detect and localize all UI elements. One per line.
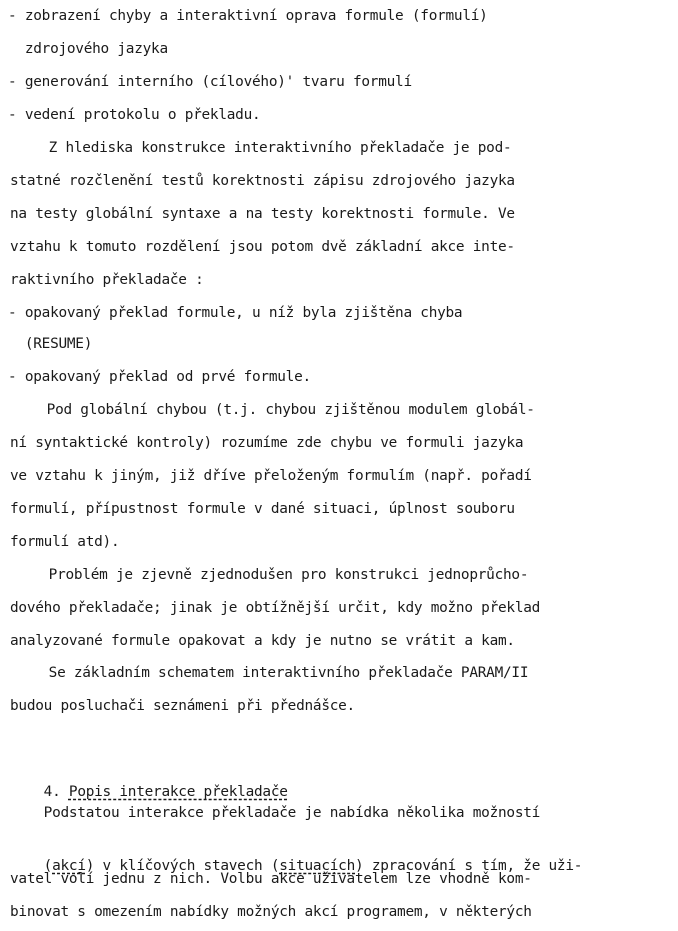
term-akci: akcí xyxy=(52,858,86,874)
section-title: Popis interakce překladače xyxy=(68,784,288,800)
text-line: dového překladače; jinak je obtížnější určit, kdy možno překlad xyxy=(10,600,541,616)
text-line: Se základním schematem interaktivního překladače PARAM/II xyxy=(15,665,529,681)
text-line: raktivního překladače : xyxy=(10,272,204,288)
text-line: - opakovaný překlad od prvé formule. xyxy=(8,369,311,385)
text-line: ní syntaktické kontroly) rozumíme zde chybu ve formuli jazyka xyxy=(10,435,524,451)
text-fragment: ) v klíčových stavech ( xyxy=(85,858,280,874)
text-line: formulí atd). xyxy=(10,534,120,550)
text-line: Z hlediska konstrukce interaktivního překladače je pod- xyxy=(15,140,512,156)
text-line: vatel volí jednu z nich. Volbu akce uživatelem lze vhodně kom- xyxy=(10,871,532,887)
text-line: na testy globální syntaxe a na testy korektnosti formule. Ve xyxy=(10,206,515,222)
text-line: - opakovaný překlad formule, u níž byla zjištěna chyba xyxy=(8,305,463,321)
text-line: - vedení protokolu o překladu. xyxy=(8,107,261,123)
section-number: 4. xyxy=(43,784,69,800)
text-line: budou posluchači seznámeni při přednášce. xyxy=(10,698,355,714)
term-situacich: situacích xyxy=(279,858,355,874)
section-heading xyxy=(10,762,288,800)
text-line: Problém je zjevně zjednodušen pro konstrukci jednoprůcho- xyxy=(15,567,529,583)
text-line: formulí, přípustnost formule v dané situaci, úplnost souboru xyxy=(10,501,515,517)
text-fragment: ) zpracování s tím, že uži- xyxy=(355,858,583,874)
text-line: analyzované formule opakovat a kdy je nutno se vrátit a kam. xyxy=(10,633,515,649)
text-line: - zobrazení chyby a interaktivní oprava formule (formulí) xyxy=(8,8,488,24)
text-line: Pod globální chybou (t.j. chybou zjištěnou modulem globál- xyxy=(13,402,535,418)
text-line: - generování interního (cílového)' tvaru formulí xyxy=(8,74,412,90)
text-line: statné rozčlenění testů korektnosti zápisu zdrojového jazyka xyxy=(10,173,515,189)
text-line: ve vztahu k jiným, již dříve přeloženým formulím (např. pořadí xyxy=(10,468,532,484)
text-fragment: ( xyxy=(43,858,53,874)
text-line: (RESUME) xyxy=(8,336,93,352)
text-line: binovat s omezením nabídky možných akcí programem, v některých xyxy=(10,904,532,920)
text-line xyxy=(10,836,583,874)
text-line: zdrojového jazyka xyxy=(8,41,168,57)
text-line: vztahu k tomuto rozdělení jsou potom dvě základní akce inte- xyxy=(10,239,515,255)
text-line: Podstatou interakce překladače je nabídka několika možností xyxy=(10,805,541,821)
